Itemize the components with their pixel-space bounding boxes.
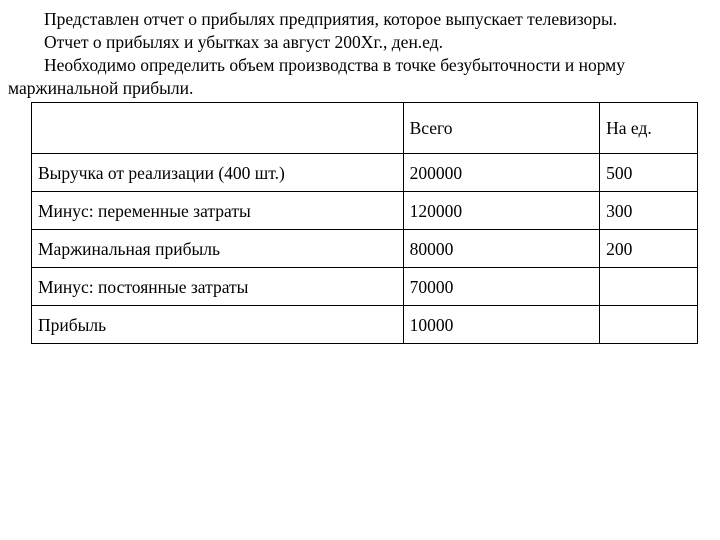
row-per-unit <box>600 268 698 306</box>
income-statement-table <box>31 102 698 344</box>
row-label: Маржинальная прибыль <box>32 230 404 268</box>
header-per-unit: На ед. <box>600 103 698 154</box>
row-label: Минус: переменные затраты <box>32 192 404 230</box>
table-header-row <box>32 103 698 154</box>
table-row <box>32 306 698 344</box>
row-per-unit: 300 <box>600 192 698 230</box>
row-total: 10000 <box>403 306 600 344</box>
intro-line-1: Представлен отчет о прибылях предприятия, которое выпускает телевизоры. <box>44 9 618 29</box>
table-row <box>32 230 698 268</box>
row-label: Выручка от реализации (400 шт.) <box>32 154 404 192</box>
header-label-cell <box>32 103 404 154</box>
row-per-unit: 500 <box>600 154 698 192</box>
report-title-line: Отчет о прибылях и убытках за август 200Хг., ден.ед. <box>44 32 443 52</box>
row-per-unit: 200 <box>600 230 698 268</box>
table-row <box>32 154 698 192</box>
row-per-unit <box>600 306 698 344</box>
row-total: 120000 <box>403 192 600 230</box>
row-total: 200000 <box>403 154 600 192</box>
task-line-2: маржинальной прибыли. <box>8 78 194 98</box>
task-line-1: Необходимо определить объем производства в точке безубыточности и норму <box>44 55 626 75</box>
row-total: 80000 <box>403 230 600 268</box>
row-label: Минус: постоянные затраты <box>32 268 404 306</box>
table-row <box>32 192 698 230</box>
row-label: Прибыль <box>32 306 404 344</box>
table-row <box>32 268 698 306</box>
row-total: 70000 <box>403 268 600 306</box>
header-total: Всего <box>403 103 600 154</box>
